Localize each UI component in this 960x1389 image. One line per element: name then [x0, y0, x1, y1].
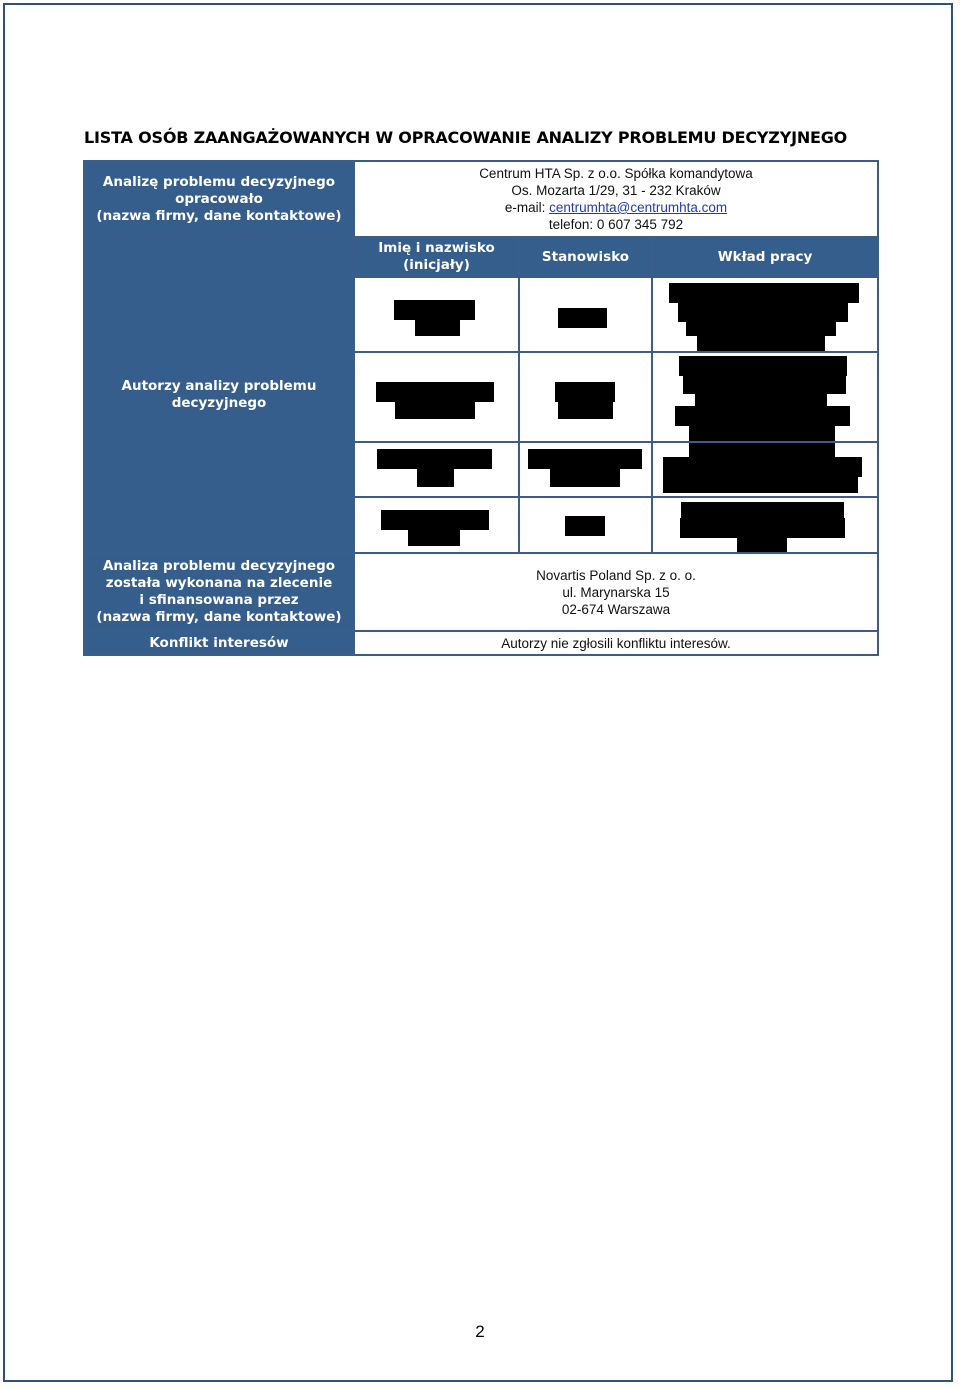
author-name-cell	[354, 497, 519, 553]
author-name-cell	[354, 442, 519, 497]
redaction-block	[680, 518, 845, 538]
email-link[interactable]: centrumhta@centrumhta.com	[549, 200, 728, 215]
author-contribution-cell	[652, 352, 878, 442]
redaction-block	[415, 318, 460, 336]
redaction-block	[737, 536, 787, 552]
redaction-block	[381, 510, 489, 530]
redaction-block	[663, 475, 858, 493]
author-contribution-cell	[652, 442, 878, 497]
contributors-table	[83, 160, 879, 656]
commissioned-by-label: Analiza problemu decyzyjnego została wykonana na zlecenie i sfinansowana przez (nazwa firmy, dane kontaktowe)	[84, 553, 354, 631]
redaction-block	[550, 467, 620, 487]
column-header-name: Imię i nazwisko (inicjały)	[354, 237, 519, 277]
sponsor-street: ul. Marynarska 15	[562, 584, 670, 600]
sponsor-company: Novartis Poland Sp. z o. o.	[536, 567, 696, 583]
prepared-by-label: Analizę problemu decyzyjnego opracowało (nazwa firmy, dane kontaktowe)	[84, 161, 354, 237]
commissioned-by-row	[84, 553, 878, 631]
commissioned-by-details	[354, 553, 878, 631]
document-title: LISTA OSÓB ZAANGAŻOWANYCH W OPRACOWANIE ANALIZY PROBLEMU DECYZYJNEGO	[84, 128, 848, 147]
redaction-block	[679, 356, 847, 376]
prepared-by-details	[354, 161, 878, 237]
authors-header-row	[84, 237, 878, 277]
page-number: 2	[475, 1322, 485, 1341]
redaction-block	[394, 300, 475, 320]
column-header-position: Stanowisko	[519, 237, 652, 277]
conflict-label: Konflikt interesów	[84, 631, 354, 655]
prepared-by-row	[84, 161, 878, 237]
redaction-block	[689, 423, 835, 441]
prepared-by-email-line: e-mail: centrumhta@centrumhta.com	[504, 200, 728, 215]
redaction-block	[408, 528, 460, 546]
conflict-value: Autorzy nie zgłosili konfliktu interesów.	[354, 631, 878, 655]
author-position-cell	[519, 352, 652, 442]
redaction-block	[376, 382, 494, 402]
redaction-block	[663, 457, 862, 477]
authors-label: Autorzy analizy problemu decyzyjnego	[84, 237, 354, 553]
redaction-block	[417, 467, 454, 487]
redaction-block	[528, 449, 642, 469]
redaction-block	[395, 400, 475, 419]
prepared-by-phone: telefon: 0 607 345 792	[548, 217, 684, 232]
redaction-block	[669, 283, 859, 303]
column-header-contribution: Wkład pracy	[652, 237, 878, 277]
redaction-block	[377, 449, 492, 469]
prepared-by-company: Centrum HTA Sp. z o.o. Spółka komandytowa	[479, 166, 753, 181]
author-contribution-cell	[652, 497, 878, 553]
conflict-row	[84, 631, 878, 655]
redaction-block	[558, 400, 613, 419]
author-position-cell	[519, 497, 652, 553]
author-position-cell	[519, 277, 652, 352]
author-contribution-cell	[652, 277, 878, 352]
author-position-cell	[519, 442, 652, 497]
redaction-block	[555, 382, 615, 402]
sponsor-city: 02-674 Warszawa	[561, 601, 671, 617]
redaction-block	[695, 391, 827, 407]
prepared-by-address: Os. Mozarta 1/29, 31 - 232 Kraków	[511, 183, 721, 198]
redaction-block	[558, 308, 607, 328]
author-name-cell	[354, 277, 519, 352]
author-name-cell	[354, 352, 519, 442]
redaction-block	[697, 334, 825, 351]
redaction-block	[565, 516, 605, 536]
